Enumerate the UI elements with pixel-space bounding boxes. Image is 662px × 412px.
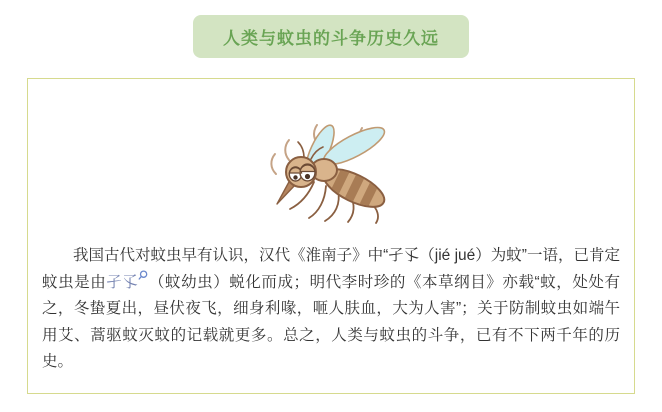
dict-link-text: 孑孓 bbox=[106, 273, 139, 291]
article-page bbox=[0, 15, 662, 412]
mosquito-icon bbox=[262, 112, 412, 224]
mosquito-illustration bbox=[28, 112, 634, 224]
paragraph-text-after-link: （蚊幼虫）蜕化而成；明代李时珍的《本草纲目》亦载“蚊，处处有之，冬蛰夏出，昼伏夜飞，细身利喙，咂人肤血，大为人害”；关于防制蚊虫如端午用艾、蒿驱蚊灭蚊的记载就更多。总之，人类与蚊虫的斗争，已有不下两千年的历史。 bbox=[42, 273, 620, 370]
magnifier-icon bbox=[138, 272, 148, 282]
page-title-badge: 人类与蚊虫的斗争历史久远 bbox=[193, 15, 469, 58]
paragraph-text-before-link: 我国古代对蚊虫早有认识，汉代《淮南子》中“孑孓（jié jué）为蚊”一语，已肯定蚊虫是由 bbox=[42, 247, 620, 291]
content-card bbox=[27, 78, 635, 394]
jieju-dictionary-link[interactable] bbox=[106, 274, 148, 291]
article-paragraph bbox=[42, 243, 620, 376]
